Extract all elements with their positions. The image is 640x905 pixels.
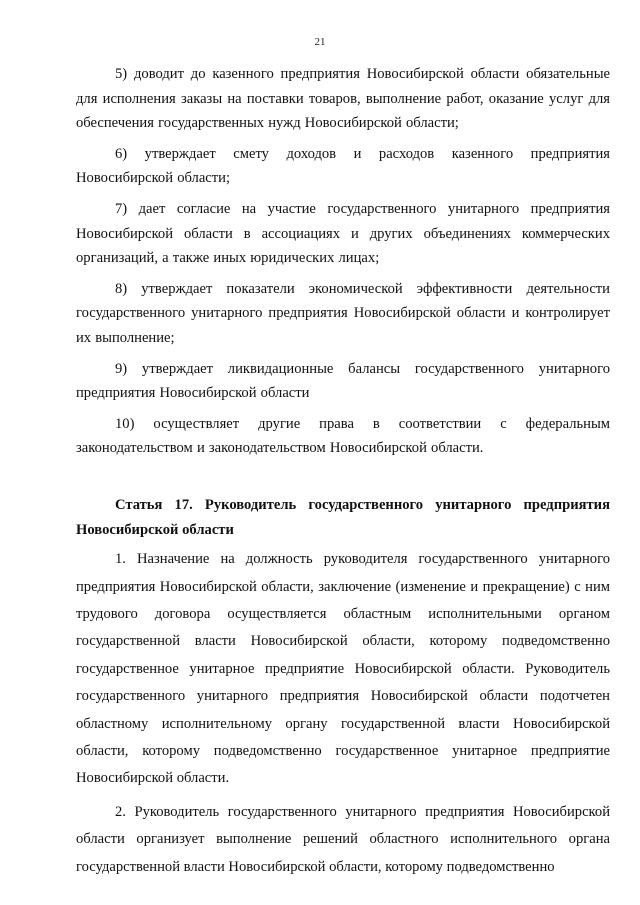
article-heading: Статья 17. Руководитель государственного унитарного предприятия Новосибирской области: [76, 496, 610, 538]
page-number: 21: [314, 36, 326, 48]
list-item-10: 10) осуществляет другие права в соответствии с федеральным законодательством и законодательством Новосибирской области.: [76, 415, 610, 457]
list-item-5: 5) доводит до казенного предприятия Новосибирской области обязательные для исполнения заказы на поставки товаров, выполнение работ, оказание услуг для обеспечения государственных нужд Новосибирской области;: [76, 66, 610, 132]
list-item-9: 9) утверждает ликвидационные балансы государственного унитарного предприятия Новосибирской области: [76, 360, 610, 402]
article-section-2: 2. Руководитель государственного унитарного предприятия Новосибирской области организует выполнение решений областного исполнительного органа государственной власти Новосибирской области, которому подведомственно: [76, 803, 610, 875]
document-body: [76, 62, 610, 887]
article-section-1: 1. Назначение на должность руководителя государственного унитарного предприятия Новосибирской области, заключение (изменение и прекращение) с ним трудового договора осуществляется областным исполнительными органом государственной власти Новосибирской области, которому подведомственно государственное унитарное предприятие Новосибирской области. Руководитель государственного унитарного предприятия Новосибирской области подотчетен областному исполнительному органу государственной власти Новосибирской области, которому подведомственно государственное унитарное предприятие Новосибирской области.: [76, 551, 610, 787]
list-item-8: 8) утверждает показатели экономической эффективности деятельности государственного унитарного предприятия Новосибирской области и контролирует их выполнение;: [76, 280, 610, 346]
list-item-7: 7) дает согласие на участие государственного унитарного предприятия Новосибирской области в ассоциациях и других объединениях коммерческих организаций, а также иных юридических лицах;: [76, 200, 610, 267]
list-item-6: 6) утверждает смету доходов и расходов казенного предприятия Новосибирской области;: [76, 145, 610, 187]
